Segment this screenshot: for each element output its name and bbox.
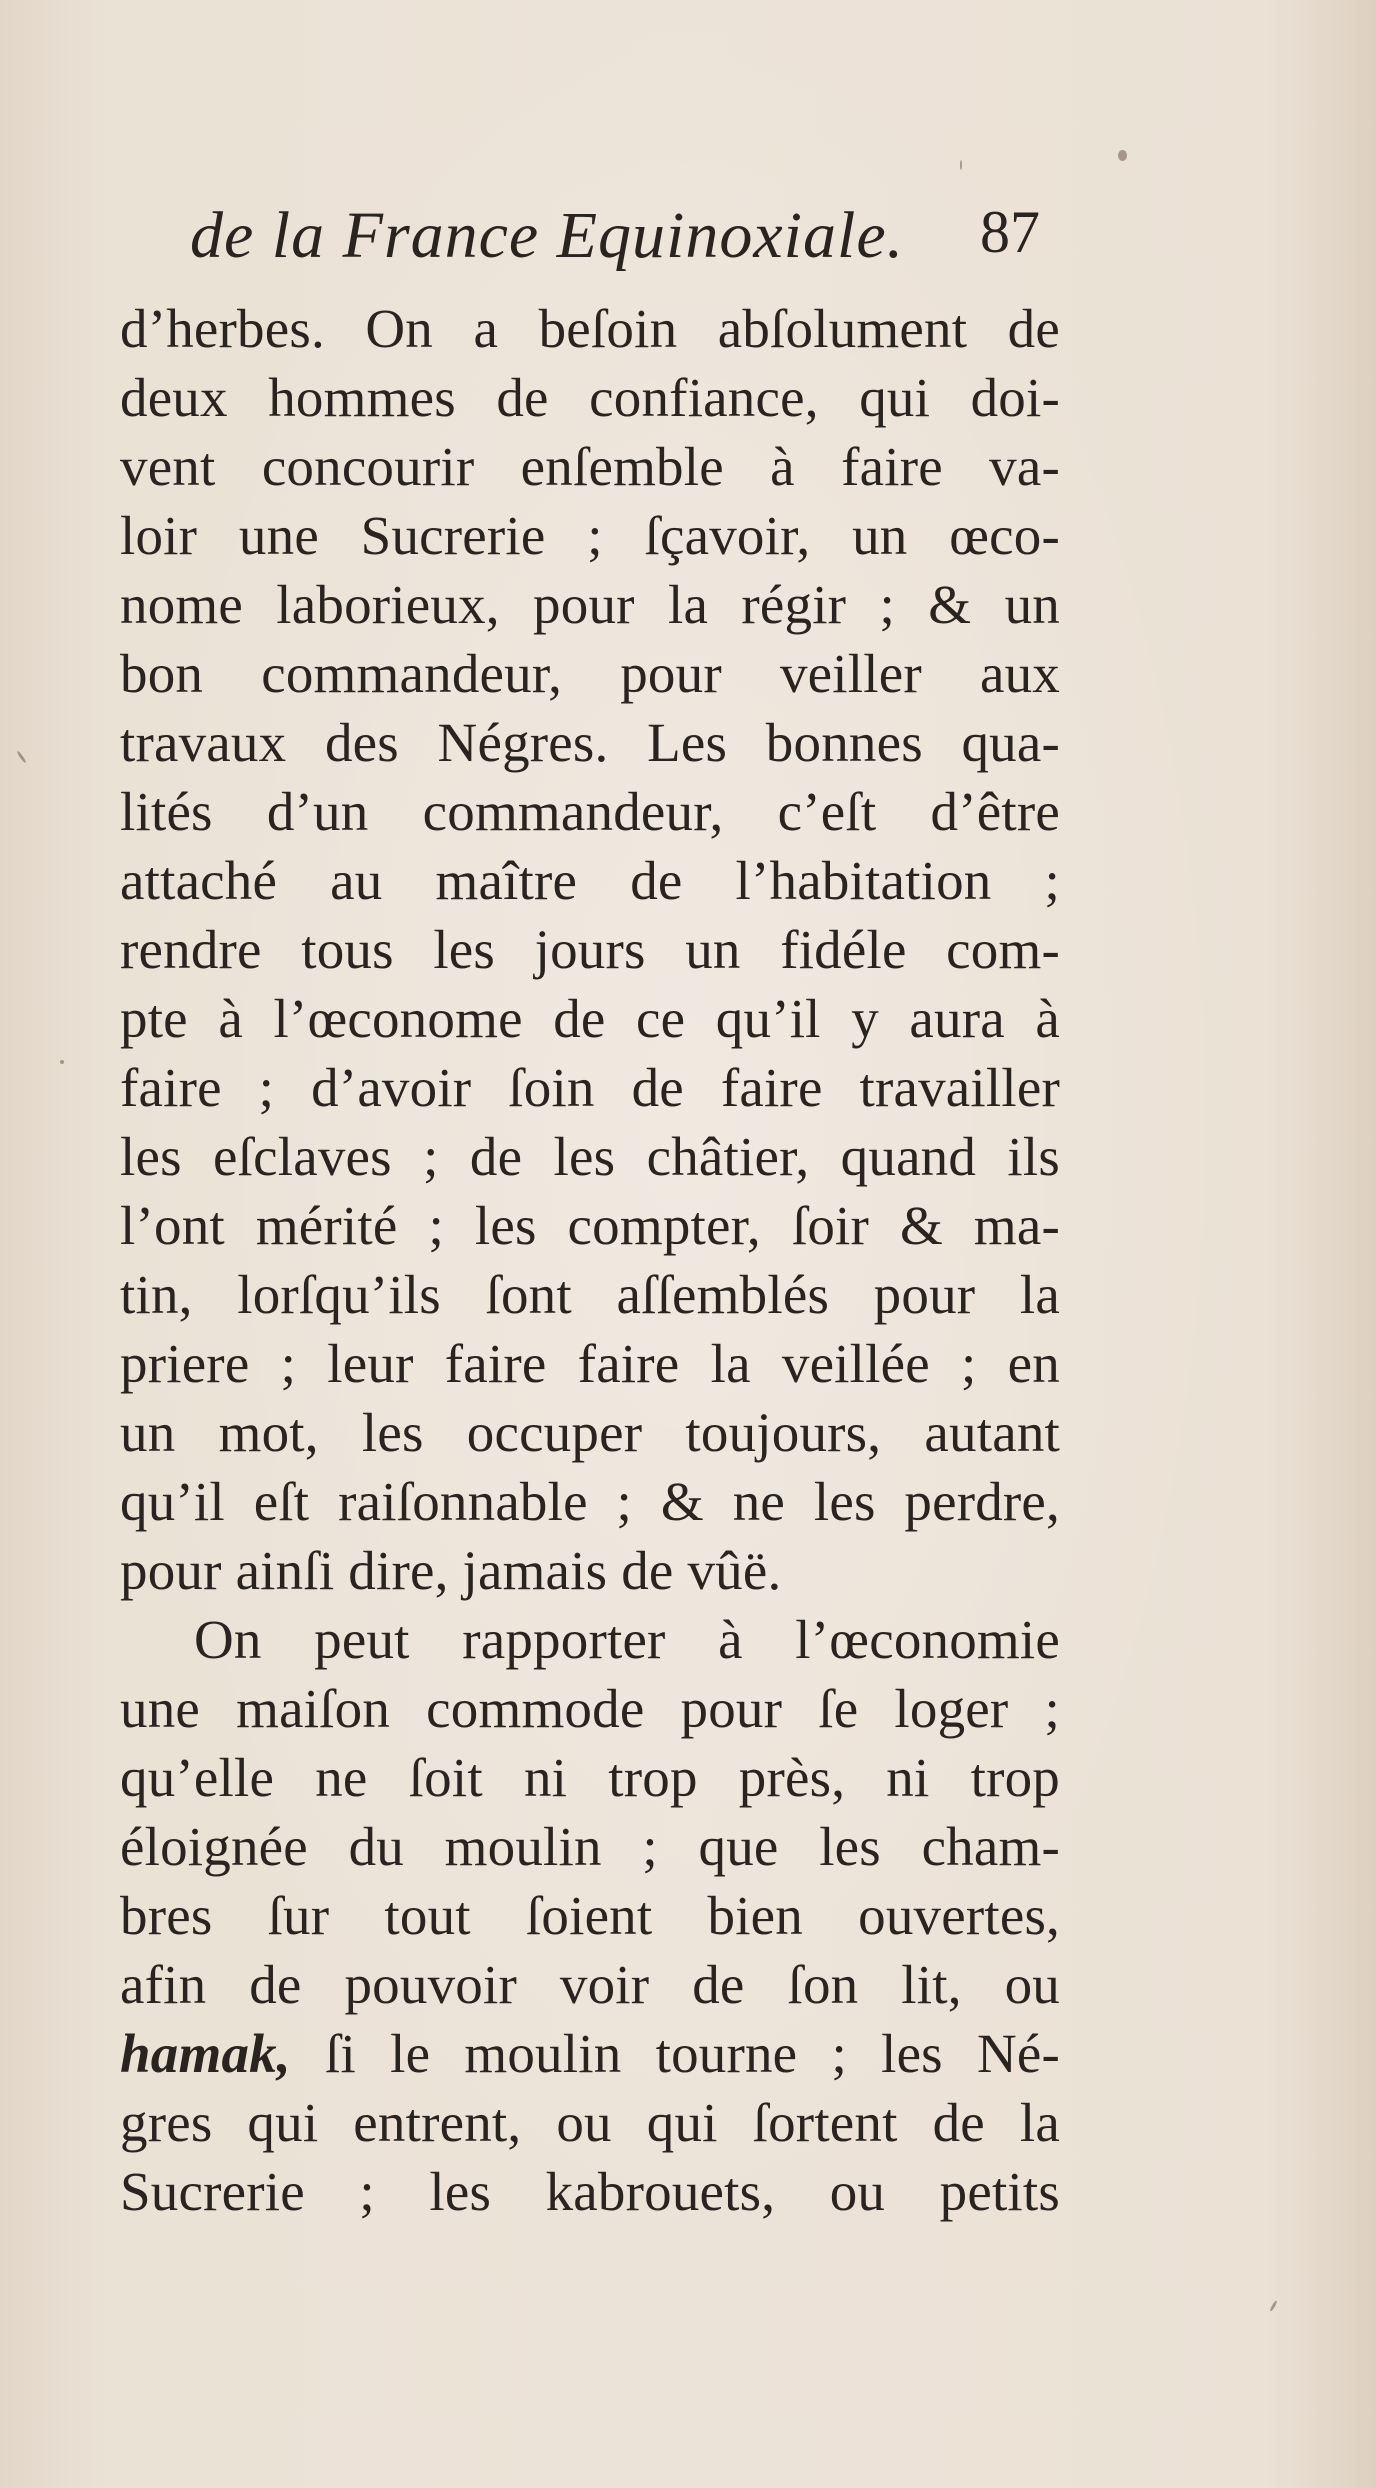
text-line: bres ſur tout ſoient bien ouvertes, [120, 1885, 1060, 1946]
text-line: loir une Sucrerie ; ſçavoir, un œco- [120, 505, 1060, 566]
running-title: de la France Equinoxiale. [190, 199, 905, 272]
text-line: rendre tous les jours un fidéle com- [120, 919, 1060, 980]
text-line: d’herbes. On a beſoin abſolument de [120, 298, 1060, 359]
text-line: faire ; d’avoir ſoin de faire travailler [120, 1057, 1060, 1118]
text-line: travaux des Négres. Les bonnes qua- [120, 712, 1060, 773]
text-line: priere ; leur faire faire la veillée ; en [120, 1333, 1060, 1394]
text-line: tin, lorſqu’ils ſont aſſemblés pour la [120, 1264, 1060, 1325]
text-line-with-italic [120, 2019, 1060, 2088]
ink-speck [960, 160, 962, 170]
text-line: une maiſon commode pour ſe loger ; [120, 1678, 1060, 1739]
text-line: deux hommes de confiance, qui doi- [120, 367, 1060, 428]
page-number: 87 [980, 199, 1040, 265]
running-head [190, 198, 1040, 288]
text-line-rest: ſi le moulin tourne ; les Né- [325, 2023, 1060, 2084]
ink-speck [60, 1060, 64, 1064]
text-line: pte à l’œconome de ce qu’il y aura à [120, 988, 1060, 1049]
ink-speck [16, 750, 26, 763]
text-line: éloignée du moulin ; que les cham- [120, 1816, 1060, 1877]
text-line: attaché au maître de l’habitation ; [120, 850, 1060, 911]
ink-speck [1118, 150, 1127, 161]
text-line: lités d’un commandeur, c’eſt d’être [120, 781, 1060, 842]
text-line: les eſclaves ; de les châtier, quand ils [120, 1126, 1060, 1187]
text-line: On peut rapporter à l’œconomie [194, 1609, 1060, 1670]
text-line: qu’elle ne ſoit ni trop près, ni trop [120, 1747, 1060, 1808]
text-line: gres qui entrent, ou qui ſortent de la [120, 2092, 1060, 2153]
text-line: l’ont mérité ; les compter, ſoir & ma- [120, 1195, 1060, 1256]
text-line: qu’il eſt raiſonnable ; & ne les perdre, [120, 1471, 1060, 1532]
text-line: Sucrerie ; les kabrouets, ou petits [120, 2161, 1060, 2222]
text-line: bon commandeur, pour veiller aux [120, 643, 1060, 704]
text-line: afin de pouvoir voir de ſon lit, ou [120, 1954, 1060, 2015]
italic-word: hamak, [120, 2023, 291, 2084]
text-line: pour ainſi dire, jamais de vûë. [120, 1540, 782, 1601]
ink-speck [1269, 2300, 1278, 2312]
text-line: vent concourir enſemble à faire va- [120, 436, 1060, 497]
body-text [120, 294, 1060, 2226]
text-line: nome laborieux, pour la régir ; & un [120, 574, 1060, 635]
text-line: un mot, les occuper toujours, autant [120, 1402, 1060, 1463]
